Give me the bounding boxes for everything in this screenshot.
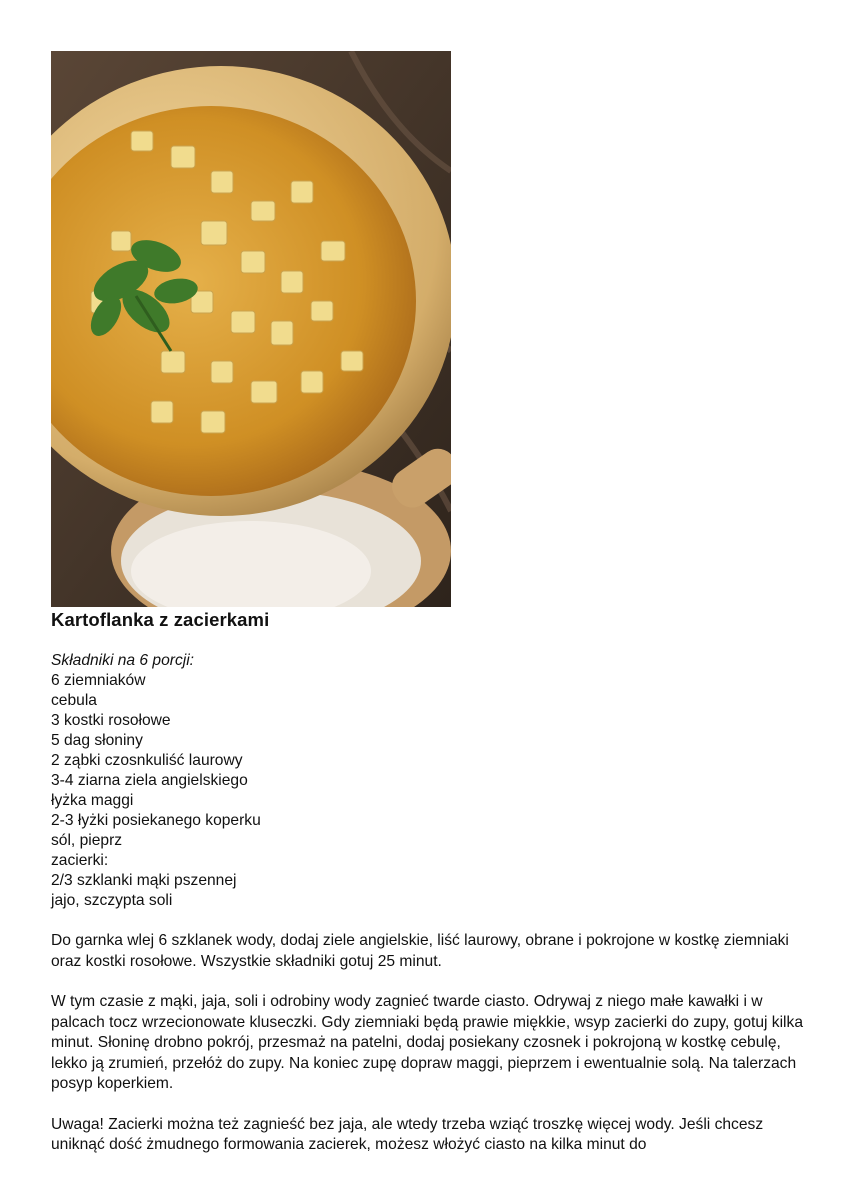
instruction-paragraph: Do garnka wlej 6 szklanek wody, dodaj ziele angielskie, liść laurowy, obrane i pokrojone w kostkę ziemniaki oraz kostki rosołowe. Wszystkie składniki gotuj 25 minut.: [51, 932, 789, 970]
ingredients-heading: Składniki na 6 porcji:: [51, 652, 195, 669]
ingredient-item: łyżka maggi: [51, 792, 134, 809]
ingredient-item: sól, pieprz: [51, 832, 123, 849]
ingredient-item: jajo, szczypta soli: [51, 892, 173, 909]
recipe-title: Kartoflanka z zacierkami: [51, 609, 270, 630]
soup-bowl-photo: [51, 51, 451, 607]
ingredient-item: 6 ziemniaków: [51, 672, 146, 689]
ingredient-item: 3 kostki rosołowe: [51, 712, 171, 729]
instruction-paragraph: W tym czasie z mąki, jaja, soli i odrobiny wody zagnieć twarde ciasto. Odrywaj z niego małe kawałki i w palcach tocz wrzecionowate kluseczki. Gdy ziemniaki będą prawie miękkie, wsyp zacierki do zupy, gotuj kilka minut. Słoninę drobno pokrój, przesmaż na patelni, dodaj posiekany czosnek i pokrojoną w kostkę cebulę, lekko ją zrumień, przełóż do zupy. Na koniec zupę dopraw maggi, pieprzem i ewentualnie solą. Na talerzach posyp koperkiem.: [51, 993, 803, 1092]
soup-illustration: [51, 51, 451, 607]
ingredient-item: 2/3 szklanki mąki pszennej: [51, 872, 237, 889]
ingredient-item: 3-4 ziarna ziela angielskiego: [51, 772, 248, 789]
ingredient-item: zacierki:: [51, 852, 109, 869]
ingredient-item: 2 ząbki czosnkuliść laurowy: [51, 752, 243, 769]
ingredient-item: cebula: [51, 692, 97, 709]
instruction-paragraph: Uwaga! Zacierki można też zagnieść bez jaja, ale wtedy trzeba wziąć troszkę więcej wody. Jeśli chcesz uniknąć dość żmudnego formowania zacierek, możesz włożyć ciasto na kilka minut do: [51, 1115, 764, 1153]
ingredients-list: [51, 671, 811, 911]
ingredient-item: 5 dag słoniny: [51, 732, 143, 749]
ingredient-item: 2-3 łyżki posiekanego koperku: [51, 812, 261, 829]
recipe-body: [51, 651, 811, 1156]
